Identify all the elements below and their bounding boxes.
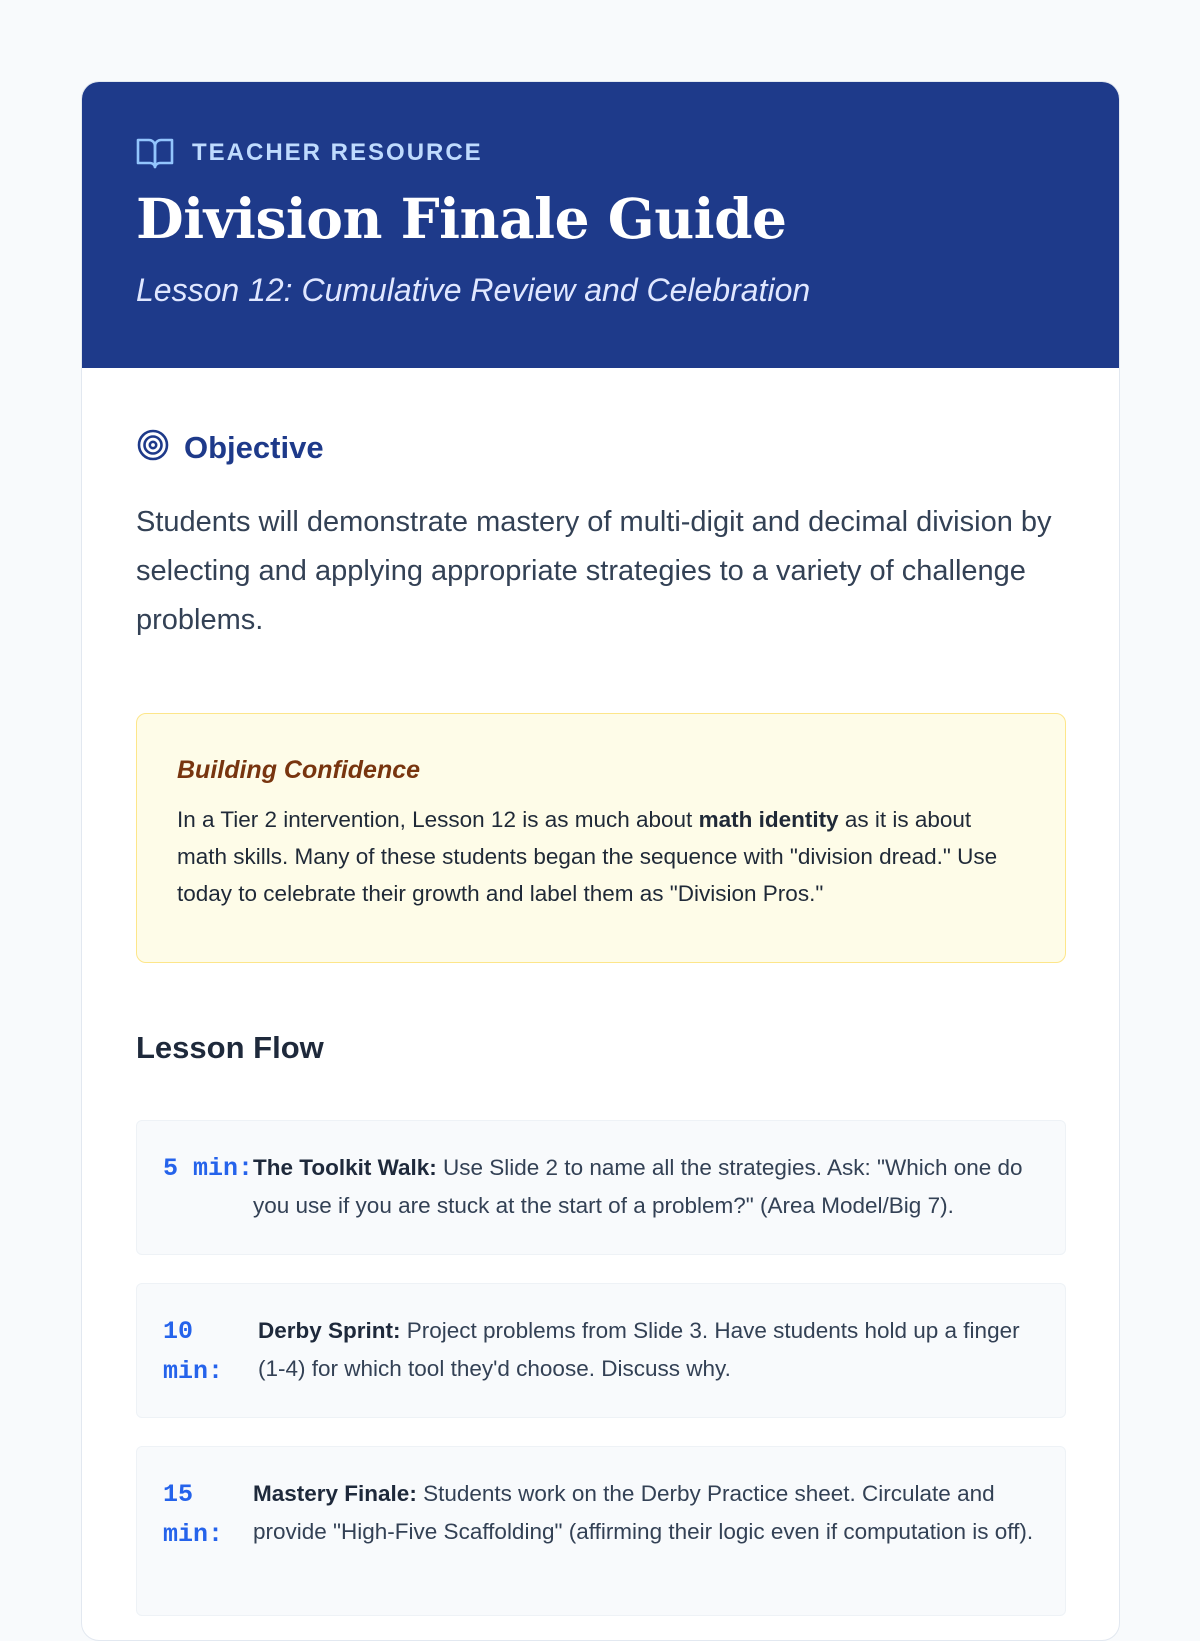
- guide-card: [81, 81, 1120, 1641]
- target-icon: [136, 428, 170, 467]
- callout-text-start: In a Tier 2 intervention, Lesson 12 is as much about: [177, 807, 699, 832]
- flow-step: [136, 1446, 1066, 1616]
- callout-title: Building Confidence: [177, 756, 421, 784]
- step-time: 5 min:: [163, 1154, 254, 1183]
- step-time: 10 min:: [163, 1317, 224, 1386]
- eyebrow: [136, 136, 483, 170]
- flow-step: [136, 1120, 1066, 1255]
- step-description: Students work on the Derby Practice sheet. Circulate and provide "High-Five Scaffolding" (affirming their logic even if computation is off).: [253, 1481, 1034, 1544]
- objective-title: Objective: [184, 429, 324, 465]
- guide-header: [82, 82, 1119, 368]
- step-text: [253, 1475, 1039, 1615]
- callout-text: [177, 801, 1025, 912]
- objective-text: Students will demonstrate mastery of multi-digit and decimal division by selecting and applying appropriate strategies to a variety of challenge problems.: [136, 506, 1052, 636]
- confidence-callout: [136, 713, 1066, 963]
- callout-text-end: as it is about math skills. Many of these students began the sequence with "division dread." Use today to celebrate their growth and label them as "Division Pros.": [177, 807, 998, 906]
- page-title: Division Finale Guide: [136, 186, 787, 251]
- step-description: Use Slide 2 to name all the strategies. Ask: "Which one do you use if you are stuck at the start of a problem?" (Area Model/Big 7).: [253, 1155, 1023, 1218]
- step-time: 15 min:: [163, 1480, 224, 1549]
- callout-emphasis: math identity: [698, 807, 839, 832]
- lesson-flow-title: Lesson Flow: [136, 1030, 324, 1065]
- flow-step: [136, 1283, 1066, 1418]
- book-open-icon: [136, 136, 174, 170]
- step-title: Mastery Finale:: [253, 1481, 417, 1506]
- step-description: Project problems from Slide 3. Have students hold up a finger (1-4) for which tool they'd choose. Discuss why.: [258, 1318, 1020, 1381]
- page-subtitle: Lesson 12: Cumulative Review and Celebration: [136, 272, 811, 308]
- step-title: Derby Sprint:: [258, 1318, 401, 1343]
- step-text: [253, 1149, 1039, 1254]
- step-title: The Toolkit Walk:: [253, 1155, 437, 1180]
- objective-heading: [136, 428, 324, 467]
- eyebrow-label: TEACHER RESOURCE: [192, 139, 483, 166]
- step-text: [258, 1312, 1039, 1417]
